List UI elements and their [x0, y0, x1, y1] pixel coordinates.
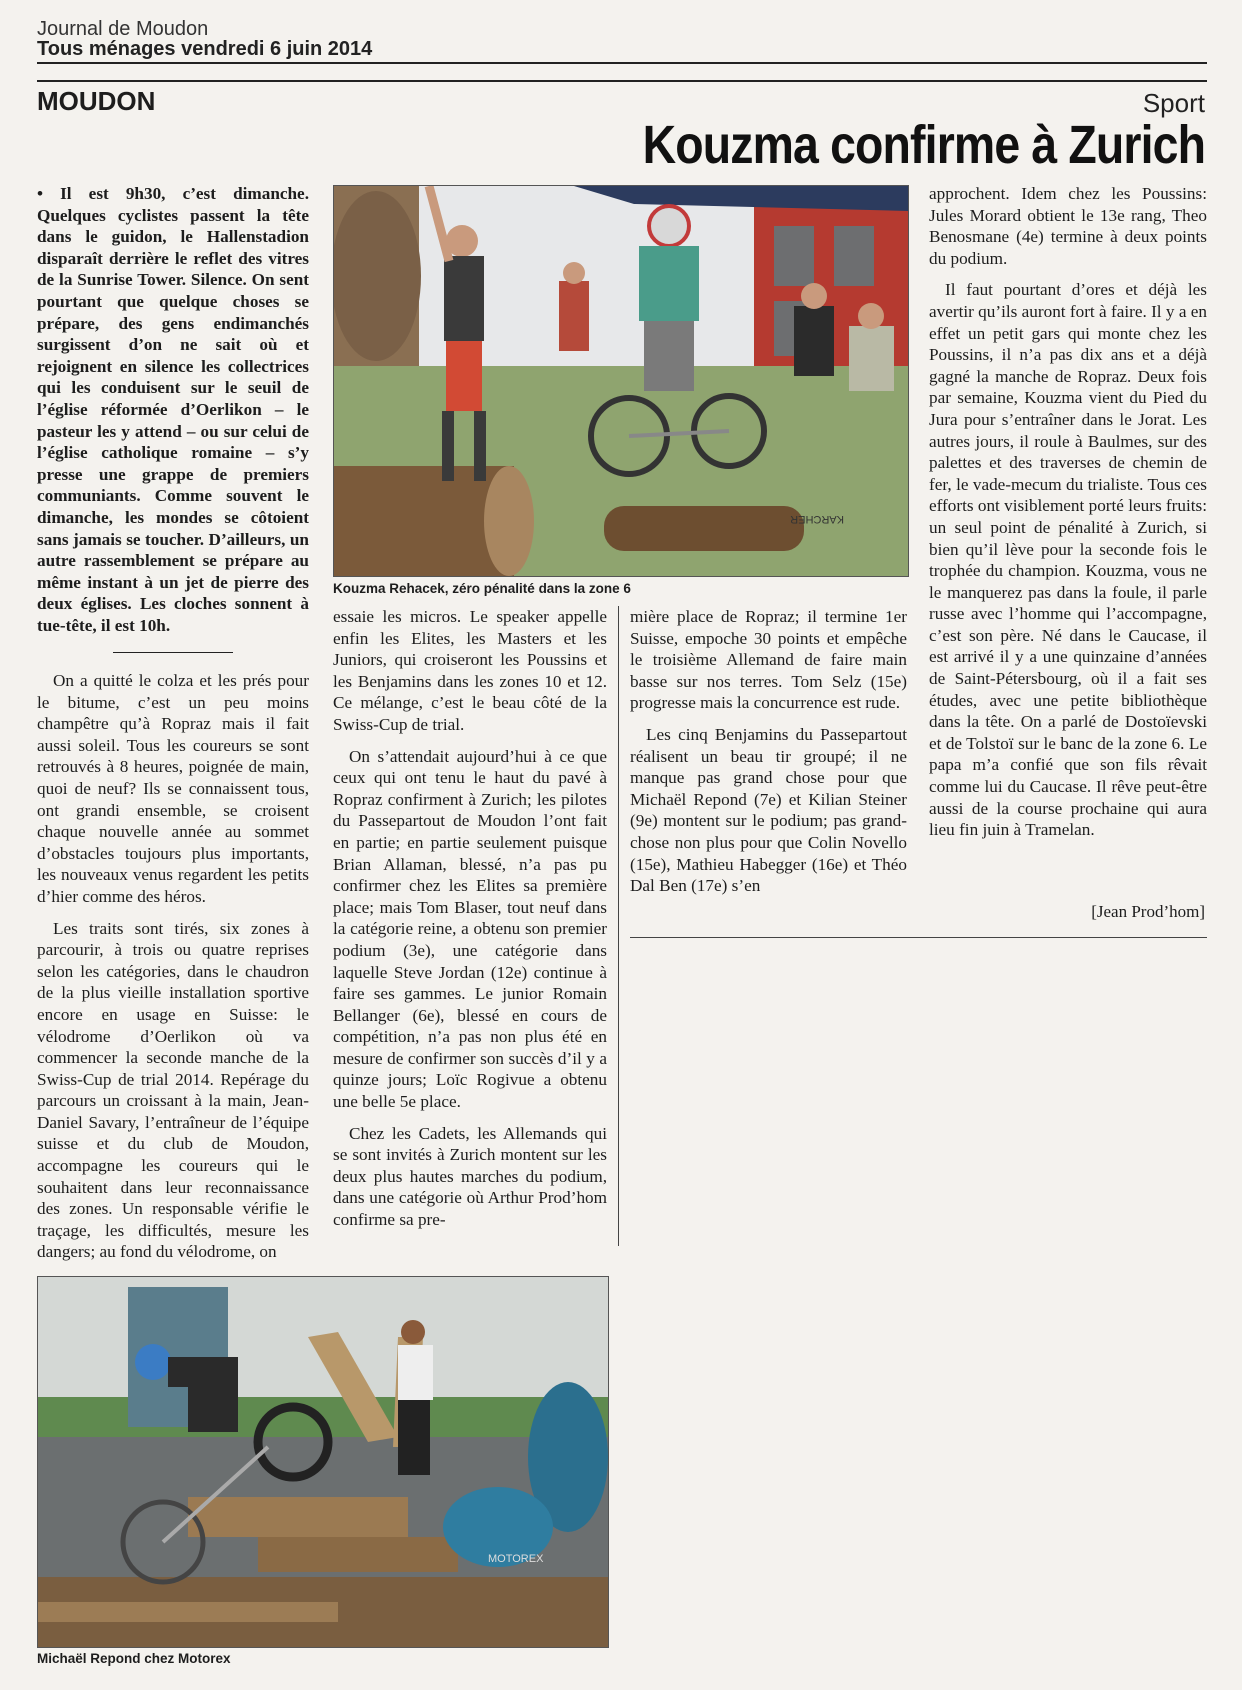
- column-divider: [618, 606, 619, 1246]
- paragraph: essaie les micros. Le speaker appelle enfin les Elites, les Masters et les Juniors, qui croiseront les Poussins et les Benjamins dans les zones 10 et 12. Ce mélange, c’est le beau côté de la Swiss-Cup de trial.: [333, 607, 607, 734]
- lead-text: • Il est 9h30, c’est dimanche. Quelques cyclistes passent la tête dans le guidon, le Hallenstadion disparaît derrière le reflet des vitres de la Sunrise Tower. Silence. On sent pourtant que quelque choses se prépare, des gens endimanchés surgissent d’on ne sait où et rejoignent en silence les collectrices qui les conduisent sur le seuil de l’église réformée d’Oerlikon – le pasteur les y attend – ou sur celui de l’église catholique romaine – s’y presse une grappe de premiers communiants. Comme souvent le dimanche, les mondes se côtoient sans jamais se toucher. D’ailleurs, un autre rassemblement se prépare au même instant à un jet de pierre des deux églises. Les cloches sonnent à tue-tête, il est 10h.: [37, 184, 309, 635]
- photo-kouzma-illustration: [334, 186, 908, 576]
- section-title: MOUDON: [37, 86, 156, 116]
- author-signature: [Jean Prod’hom]: [1091, 902, 1205, 921]
- photo-banner-text: KARCHER: [790, 513, 844, 525]
- photo-michael: [37, 1276, 609, 1648]
- masthead-rule: [37, 62, 1207, 64]
- article-headline: Kouzma confirme à Zurich: [642, 115, 1205, 175]
- section-rule: [37, 80, 1207, 82]
- lead-paragraph: [37, 183, 309, 646]
- paragraph: Il faut pourtant d’ores et déjà les avertir qu’ils auront fort à faire. Il y a en effet un petit gars qui monte chez les Poussins, il n’a pas dix ans et a déjà gagné la manche de Ropraz. Deux fois par semaine, Kouzma vient du Pied du Jura pour s’entraîner dans le Jorat. Les autres jours, il roule à Baulmes, sur des palettes et des traverses de chemin de fer, le vade-mecum du trialiste. Tous ces efforts ont visiblement porté leurs fruits: un seul point de pénalité à Zurich, si bien qu’il lève pour la seconde fois le trophée du champion. Kouzma, vous ne le manquerez pas dans la foule, il parle russe avec l’homme qui l’accompagne, c’est son père. Né dans le Caucase, il est arrivé il y a une quinzaine d’années de Saint-Pétersbourg, où il a fait ses études, avec une petite bibliothèque dans la tête. On a parlé de Dostoïevski et de Tolstoï sur le banc de la zone 6. Le papa m’a confié que son fils rêvait comme lui du Caucase. Il rêve peut-être aussi de la course prochaine qui aura lieu fin juin à Tramelan.: [929, 280, 1207, 840]
- edition-date: Tous ménages vendredi 6 juin 2014: [37, 38, 373, 60]
- publication-name: Journal de Moudon: [37, 18, 209, 40]
- photo-barrel-text: MOTOREX: [488, 1553, 544, 1565]
- paragraph: mière place de Ropraz; il termine 1er Suisse, empoche 30 points et empêche le troisième Allemand de faire main basse sur nos terres. Tom Selz (15e) progresse mais la concurrence est rude.: [630, 607, 907, 713]
- rubric-label: Sport: [1142, 88, 1205, 118]
- photo-michael-caption: Michaël Repond chez Motorex: [37, 1651, 231, 1666]
- column-3: [630, 606, 907, 907]
- paragraph: On a quitté le colza et les prés pour le bitume, c’est un peu moins champêtre qu’à Ropraz mais il fait aussi soleil. Tous les coureurs se sont retrouvés à 8 heures, poignée de main, quoi de neuf? Ils se connaissent tous, ont grandi ensemble, se croisent chaque nouvelle année au sommet d’obstacles toujours plus importants, les nouveaux venus regardent les petits d’hier comme des héros.: [37, 671, 309, 906]
- column-3-end-rule: [630, 937, 1207, 938]
- photo-michael-illustration: [38, 1277, 608, 1647]
- separator-rule: [113, 652, 233, 653]
- paragraph: Les cinq Benjamins du Passepartout réalisent un beau tir groupé; il ne manque pas grand chose pour que Michaël Repond (7e) et Kilian Steiner (9e) montent sur le podium; pas grand-chose non plus pour que Colin Novello (15e), Mathieu Habegger (16e) et Théo Dal Ben (17e) s’en: [630, 724, 907, 896]
- column-4: [929, 183, 1207, 851]
- paragraph: Chez les Cadets, les Allemands qui se sont invités à Zurich montent sur les deux plus hautes marches du podium, dans une catégorie où Arthur Prod’hom confirme sa pre-: [333, 1123, 607, 1230]
- paragraph: approchent. Idem chez les Poussins: Jules Morard obtient le 13e rang, Theo Benosmane (4e) termine à deux points du podium.: [929, 184, 1207, 268]
- column-2: [333, 606, 607, 1241]
- photo-kouzma: [333, 185, 909, 577]
- paragraph: On s’attendait aujourd’hui à ce que ceux qui ont tenu le haut du pavé à Ropraz confirment à Zurich; les pilotes du Passepartout de Moudon l’ont fait en partie; en partie seulement puisque Brian Allaman, blessé, n’a pas pu confirmer chez les Elites sa première place; mais Tom Blaser, tout neuf dans la catégorie reine, a obtenu son premier podium (3e), une catégorie dans laquelle Steve Jordan (12e) continue à faire ses gammes. Le junior Romain Bellanger (6e), blessé en cours de compétition, n’a pas non plus été en mesure de confirmer son succès d’il y a quinze jours; Loïc Rogivue a obtenu une belle 5e place.: [333, 746, 607, 1112]
- photo-kouzma-caption: Kouzma Rehacek, zéro pénalité dans la zone 6: [333, 581, 631, 596]
- paragraph: Les traits sont tirés, six zones à parcourir, à trois ou quatre reprises selon les catégories, dans le chaudron de la plus vieille installation sportive encore en usage en Suisse: le vélodrome d’Oerlikon où va commencer la seconde manche de la Swiss-Cup de trial 2014. Repérage du parcours un croissant à la main, Jean-Daniel Savary, l’entraîneur de l’équipe suisse et du club de Moudon, accompagne les coureurs qui le souhaitent dans leur reconnaissance des zones. Un responsable vérifie le traçage, les difficultés, mesure les dangers; au fond du vélodrome, on: [37, 918, 309, 1262]
- column-1: [37, 670, 309, 1273]
